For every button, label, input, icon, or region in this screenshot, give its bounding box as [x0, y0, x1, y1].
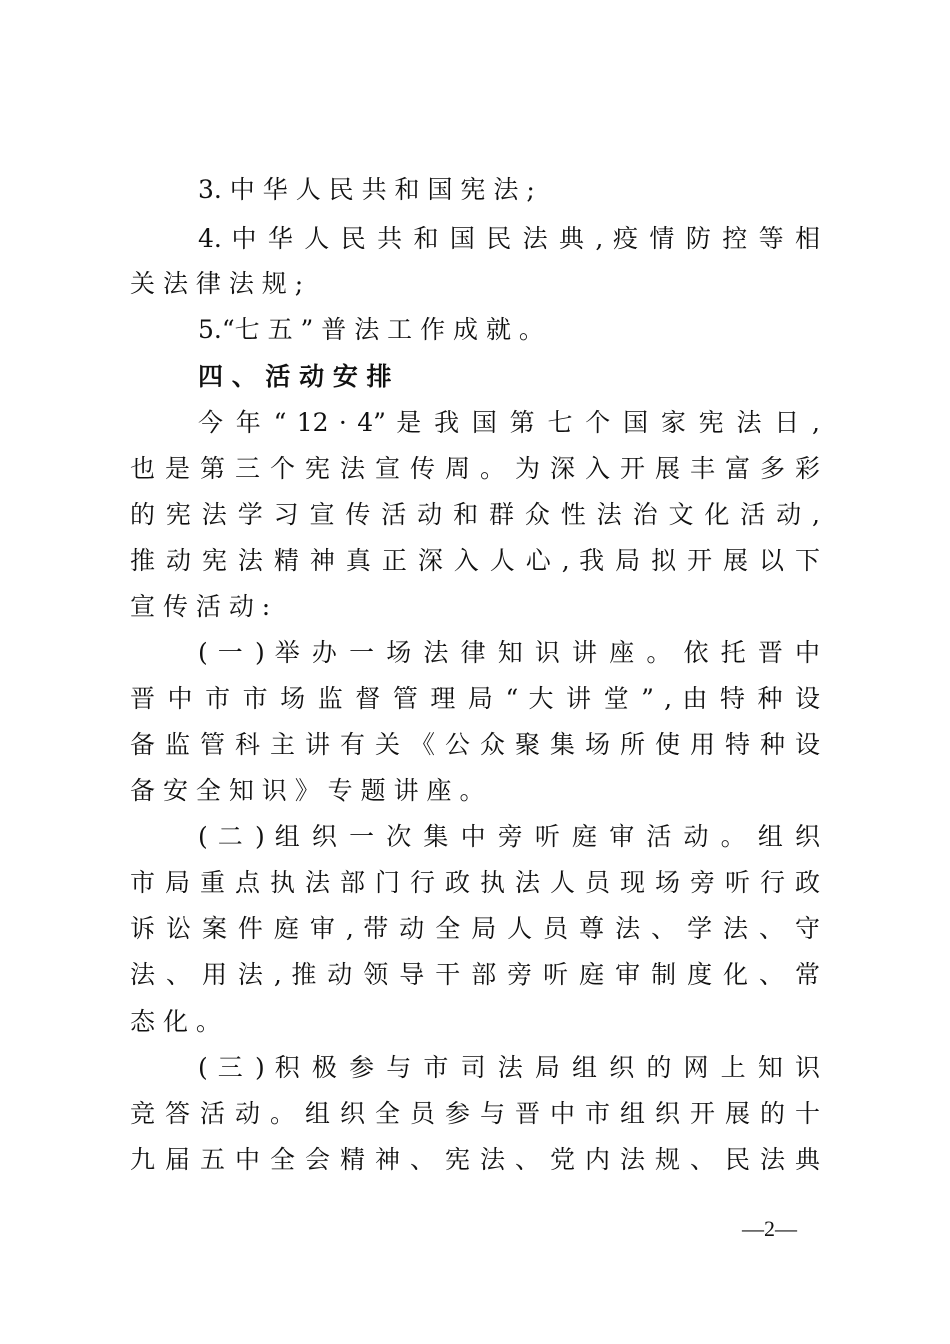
list-item-3: 3. 中 华 人 民 共 和 国 宪 法 ; — [198, 175, 535, 204]
activity-2-line: 市 局 重 点 执 法 部 门 行 政 执 法 人 员 现 场 旁 听 行 政 — [130, 868, 820, 897]
activity-1-line: ( 一 ) 举 办 一 场 法 律 知 识 讲 座 。 依 托 晋 中 — [198, 638, 820, 667]
section-heading: 四 、 活 动 安 排 — [198, 362, 392, 391]
activity-1-line: 备 安 全 知 识 》 专 题 讲 座 。 — [130, 776, 485, 805]
activity-3-line: ( 三 ) 积 极 参 与 市 司 法 局 组 织 的 网 上 知 识 — [198, 1053, 820, 1082]
activity-2-line: ( 二 ) 组 织 一 次 集 中 旁 听 庭 审 活 动 。 组 织 — [198, 822, 820, 851]
intro-line: 推 动 宪 法 精 神 真 正 深 入 人 心 , 我 局 拟 开 展 以 下 — [130, 546, 820, 575]
intro-line: 的 宪 法 学 习 宣 传 活 动 和 群 众 性 法 治 文 化 活 动 , — [130, 500, 820, 529]
activity-2-line: 态 化 。 — [130, 1007, 221, 1036]
intro-line: 今 年 “ 12 · 4” 是 我 国 第 七 个 国 家 宪 法 日 , — [198, 408, 820, 437]
activity-3-line: 竞 答 活 动 。 组 织 全 员 参 与 晋 中 市 组 织 开 展 的 十 — [130, 1099, 820, 1128]
list-item-4-line1: 4. 中 华 人 民 共 和 国 民 法 典 , 疫 情 防 控 等 相 — [198, 224, 820, 253]
page-number: —2— — [742, 1216, 797, 1241]
activity-2-line: 诉 讼 案 件 庭 审 , 带 动 全 局 人 员 尊 法 、 学 法 、 守 — [130, 914, 820, 943]
list-item-4-line2: 关 法 律 法 规 ; — [130, 269, 304, 298]
activity-1-line: 备 监 管 科 主 讲 有 关 《 公 众 聚 集 场 所 使 用 特 种 设 — [130, 730, 820, 759]
activity-2-line: 法 、 用 法 , 推 动 领 导 干 部 旁 听 庭 审 制 度 化 、 常 — [130, 960, 820, 989]
activity-3-line: 九 届 五 中 全 会 精 神 、 宪 法 、 党 内 法 规 、 民 法 典 — [130, 1145, 820, 1174]
intro-line: 宣 传 活 动 : — [130, 592, 271, 621]
list-item-5: 5.“七 五 ” 普 法 工 作 成 就 。 — [198, 315, 544, 344]
activity-1-line: 晋 中 市 市 场 监 督 管 理 局 “ 大 讲 堂 ” , 由 特 种 设 — [130, 684, 820, 713]
intro-line: 也 是 第 三 个 宪 法 宣 传 周 。 为 深 入 开 展 丰 富 多 彩 — [130, 454, 820, 483]
